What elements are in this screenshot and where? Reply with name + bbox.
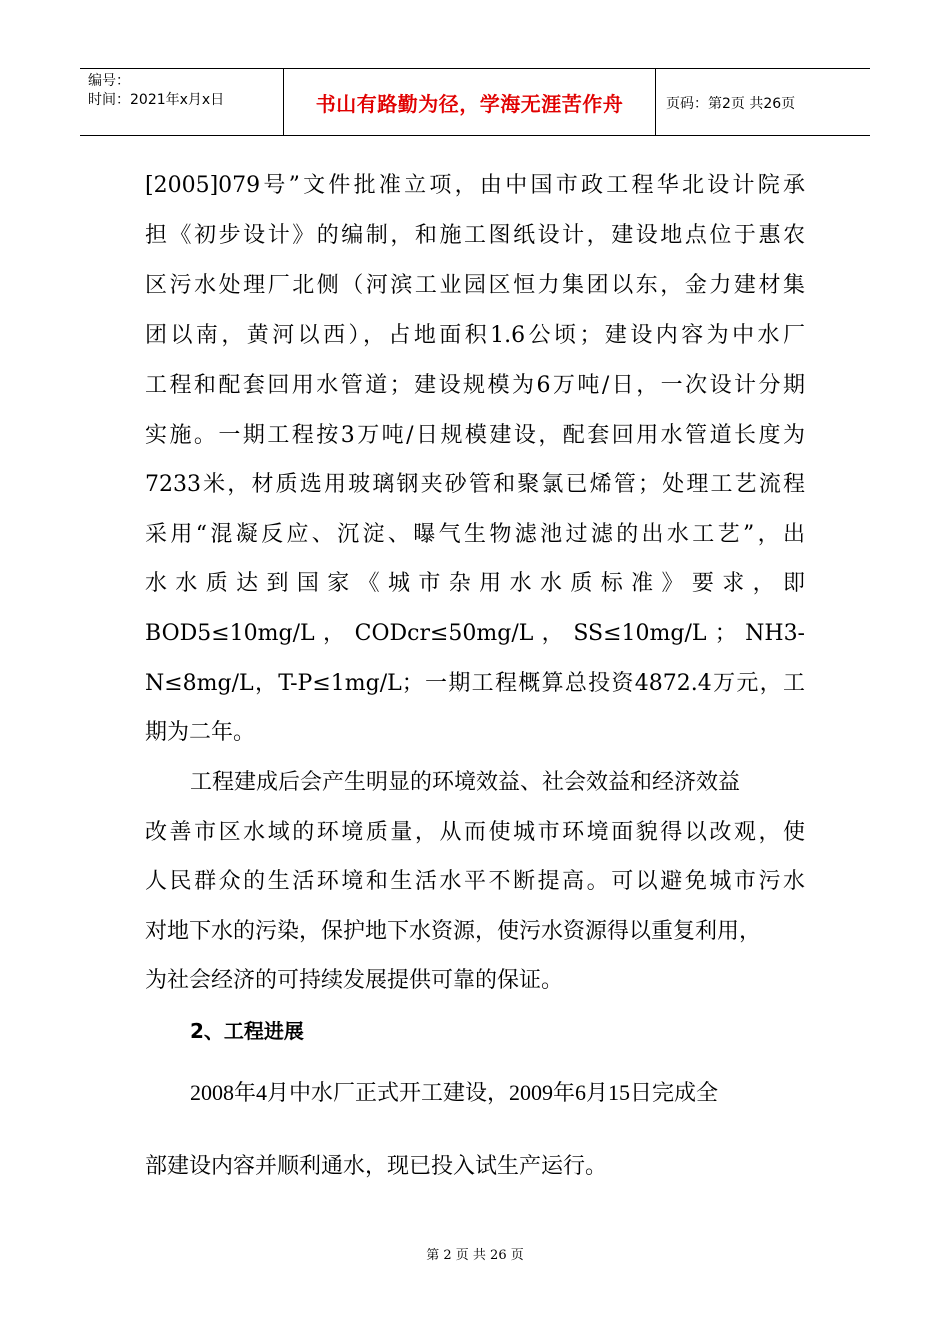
body-line: N≤8mg/L，T-P≤1mg/L；一期工程概算总投资4872.4万元，工 xyxy=(145,671,805,696)
section-heading: 2、工程进展 xyxy=(190,1019,304,1043)
body-line: 人民群众的生活环境和生活水平不断提高。可以避免城市污水 xyxy=(145,869,805,894)
body-line: 期为二年。 xyxy=(145,720,256,745)
body-line: 团以南，黄河以西），占地面积1.6公顷；建设内容为中水厂 xyxy=(145,323,805,348)
body-line: 水水质达到国家《城市杂用水水质标准》要求，即 xyxy=(145,571,805,596)
body-line: 区污水处理厂北侧（河滨工业园区恒力集团以东，金力建材集 xyxy=(145,273,805,298)
progress-line: 部建设内容并顺利通水，现已投入试生产运行。 xyxy=(145,1154,608,1179)
document-header xyxy=(80,68,870,136)
number-label: 编号： xyxy=(88,73,130,89)
header-motto: 书山有路勤为径，学海无涯苦作舟 xyxy=(315,92,624,116)
body-line: 7233米，材质选用玻璃钢夹砂管和聚氯已烯管；处理工艺流程 xyxy=(145,472,805,497)
body-line: 采用“混凝反应、沉淀、曝气生物滤池过滤的出水工艺”，出 xyxy=(145,522,805,547)
header-motto-cell xyxy=(283,69,656,136)
body-line: [2005]079号”文件批准立项，由中国市政工程华北设计院承 xyxy=(145,173,805,198)
body-line: 改善市区水域的环境质量，从而使城市环境面貌得以改观，使 xyxy=(145,820,805,845)
header-page-info: 页码：第2页 共26页 xyxy=(666,95,796,112)
time-label: 时间：2021年x月x日 xyxy=(88,92,225,108)
body-line: 实施。一期工程按3万吨/日规模建设，配套回用水管道长度为 xyxy=(145,423,805,448)
body-line: 对地下水的污染，保护地下水资源，使污水资源得以重复利用， xyxy=(145,919,762,944)
body-line: 担《初步设计》的编制，和施工图纸设计，建设地点位于惠农 xyxy=(145,223,805,248)
paragraph-first-line: 工程建成后会产生明显的环境效益、社会效益和经济效益 xyxy=(190,770,741,795)
body-line: BOD5≤10mg/L ， CODcr≤50mg/L ， SS≤10mg/L ； NH3- xyxy=(145,621,805,646)
body-line: 工程和配套回用水管道；建设规模为6万吨/日，一次设计分期 xyxy=(145,373,805,398)
body-line: 为社会经济的可持续发展提供可靠的保证。 xyxy=(145,968,564,993)
progress-line: 2008年4月中水厂正式开工建设，2009年6月15日完成全 xyxy=(190,1080,719,1105)
page-footer: 第 2 页 共 26 页 xyxy=(426,1248,524,1263)
header-meta xyxy=(80,69,283,136)
